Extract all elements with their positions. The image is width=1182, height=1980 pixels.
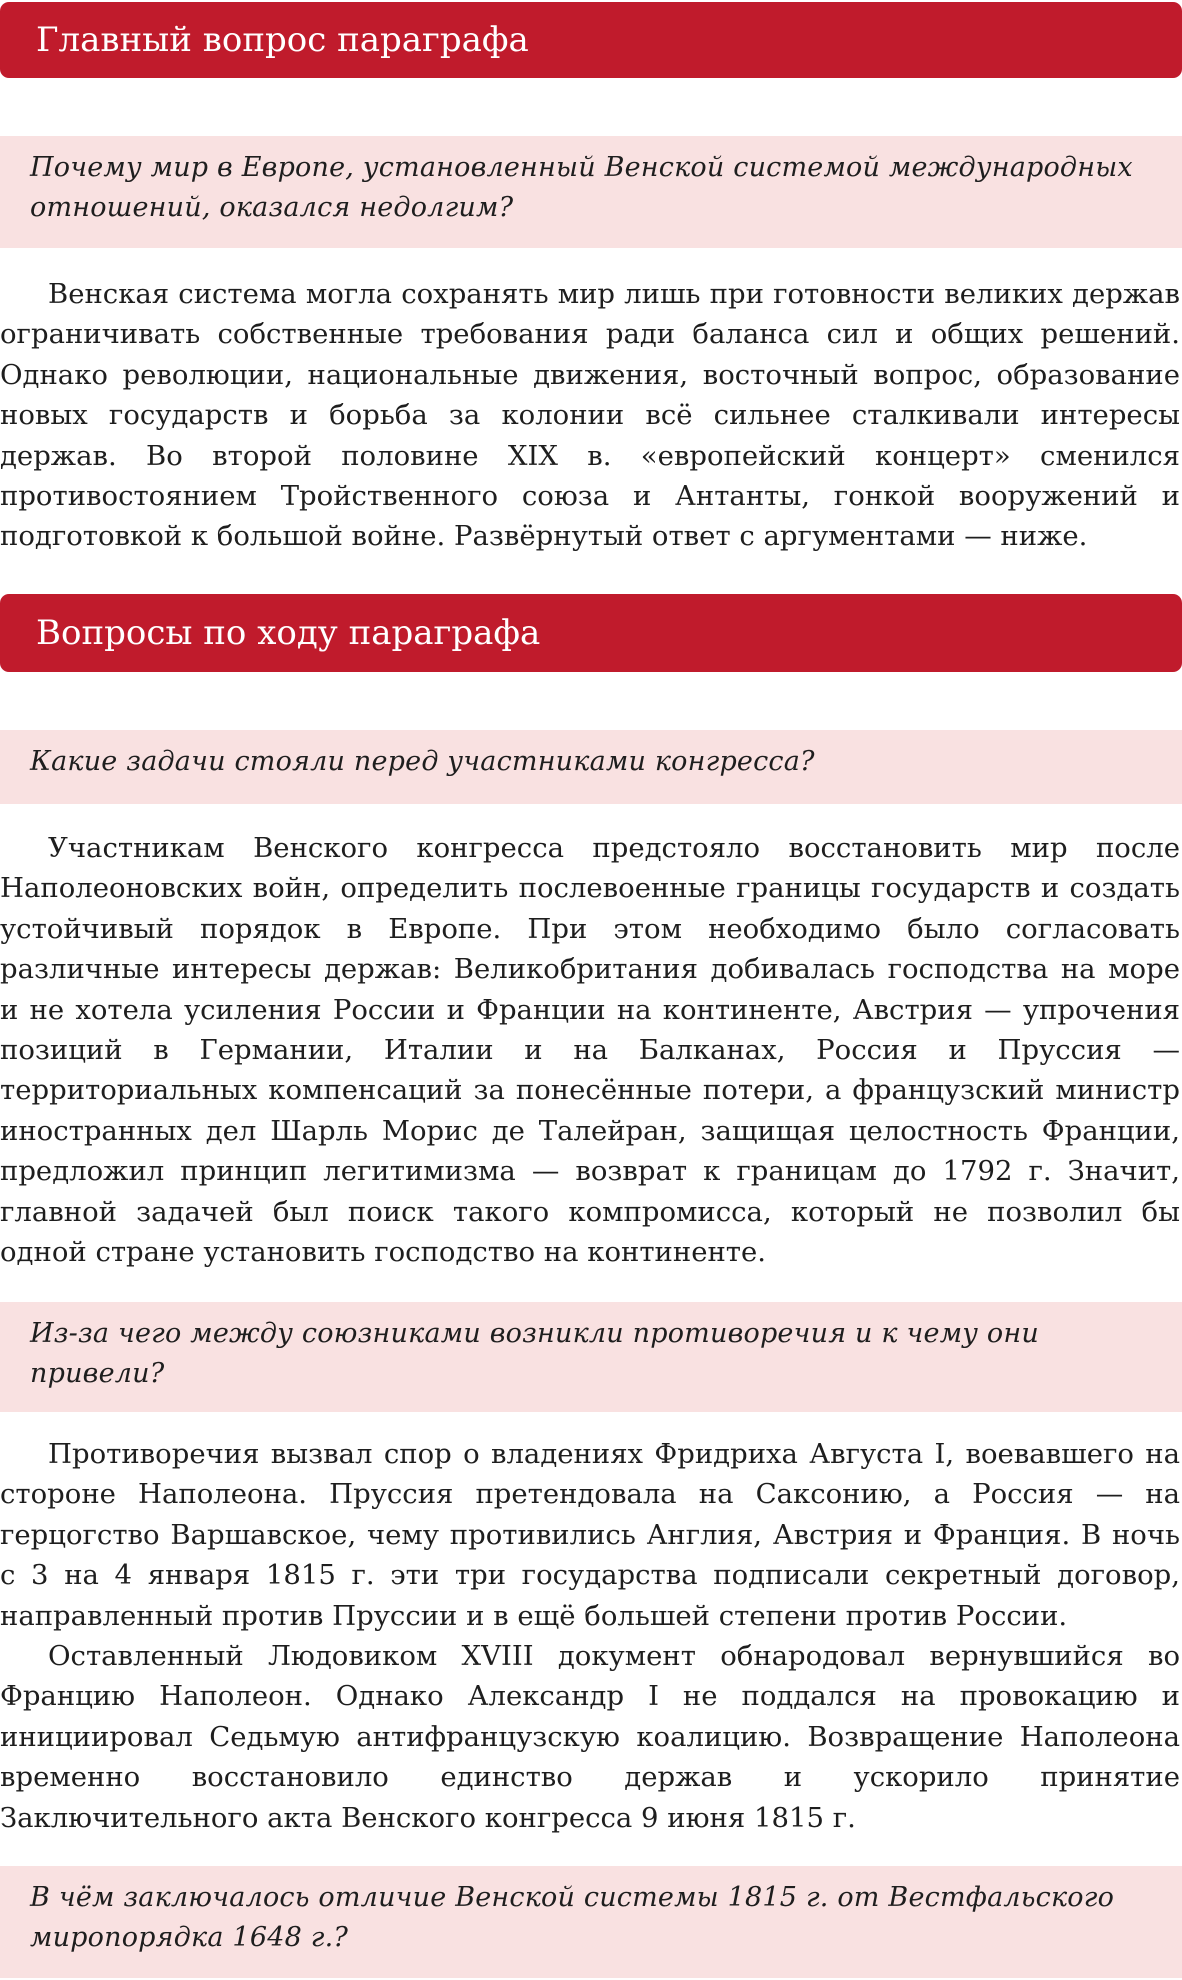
main-question-header (0, 2, 1182, 78)
course-questions-header-title: Вопросы по ходу параграфа (36, 613, 541, 653)
question-2-answer (0, 1434, 1182, 1848)
course-questions-header (0, 594, 1182, 672)
main-question-answer-paragraph: Венская система могла сохранять мир лишь при готовности великих держав ограничивать собственные требования ради баланса сил и общих решений. Однако революции, национальные движения, восточный вопрос, образование новых государств и борьба за колонии всё сильнее сталкивали интересы держав. Во второй половине XIX в. «европейский концерт» сменился противостоянием Тройственного союза и Антанты, гонкой вооружений и подготовкой к большой войне. Развёрнутый ответ с аргументами — ниже. (0, 278, 1180, 553)
question-2-box (0, 1302, 1182, 1412)
question-2-answer-paragraph-1: Противоречия вызвал спор о владениях Фридриха Августа I, воевавшего на стороне Наполеона. Пруссия претендовала на Саксонию, а Россия — на герцогство Варшавское, чему противились Англия, Австрия и Франция. В ночь с 3 на 4 января 1815 г. эти три государства подписали секретный договор, направленный против Пруссии и в ещё большей степени против России. (0, 1438, 1180, 1632)
question-2-text: Из-за чего между союзниками возникли противоречия и к чему они привели? (30, 1318, 1039, 1389)
question-3-text: В чём заключалось отличие Венской системы 1815 г. от Вестфальского миропорядка 1648 г.? (30, 1882, 1115, 1953)
main-question-answer (0, 274, 1182, 560)
main-question-header-title: Главный вопрос параграфа (36, 20, 529, 60)
question-1-answer (0, 828, 1182, 1274)
main-question-text: Почему мир в Европе, установленный Венской системой международных отношений, оказался недолгим? (30, 152, 1133, 223)
question-2-answer-paragraph-2: Оставленный Людовиком XVIII документ обнародовал вернувшийся во Францию Наполеон. Однако Александр I не поддался на провокацию и инициировал Седьмую антифранцузскую коалицию. Возвращение Наполеона временно восстановило единство держав и ускорило принятие Заключительного акта Венского конгресса 9 июня 1815 г. (0, 1640, 1180, 1834)
main-question-box (0, 136, 1182, 248)
question-1-box (0, 730, 1182, 804)
question-1-answer-paragraph: Участникам Венского конгресса предстояло восстановить мир после Наполеоновских войн, определить послевоенные границы государств и создать устойчивый порядок в Европе. При этом необходимо было согласовать различные интересы держав: Великобритания добивалась господства на море и не хотела усиления России и Франции на континенте, Австрия — упрочения позиций в Германии, Италии и на Балканах, Россия и Пруссия — территориальных компенсаций за понесённые потери, а французский министр иностранных дел Шарль Морис де Талейран, защищая целостность Франции, предложил принцип легитимизма — возврат к границам до 1792 г. Значит, главной задачей был поиск такого компромисса, который не позволил бы одной стране установить господство на континенте. (0, 832, 1180, 1269)
question-1-text: Какие задачи стояли перед участниками конгресса? (30, 746, 815, 777)
question-3-box (0, 1866, 1182, 1978)
